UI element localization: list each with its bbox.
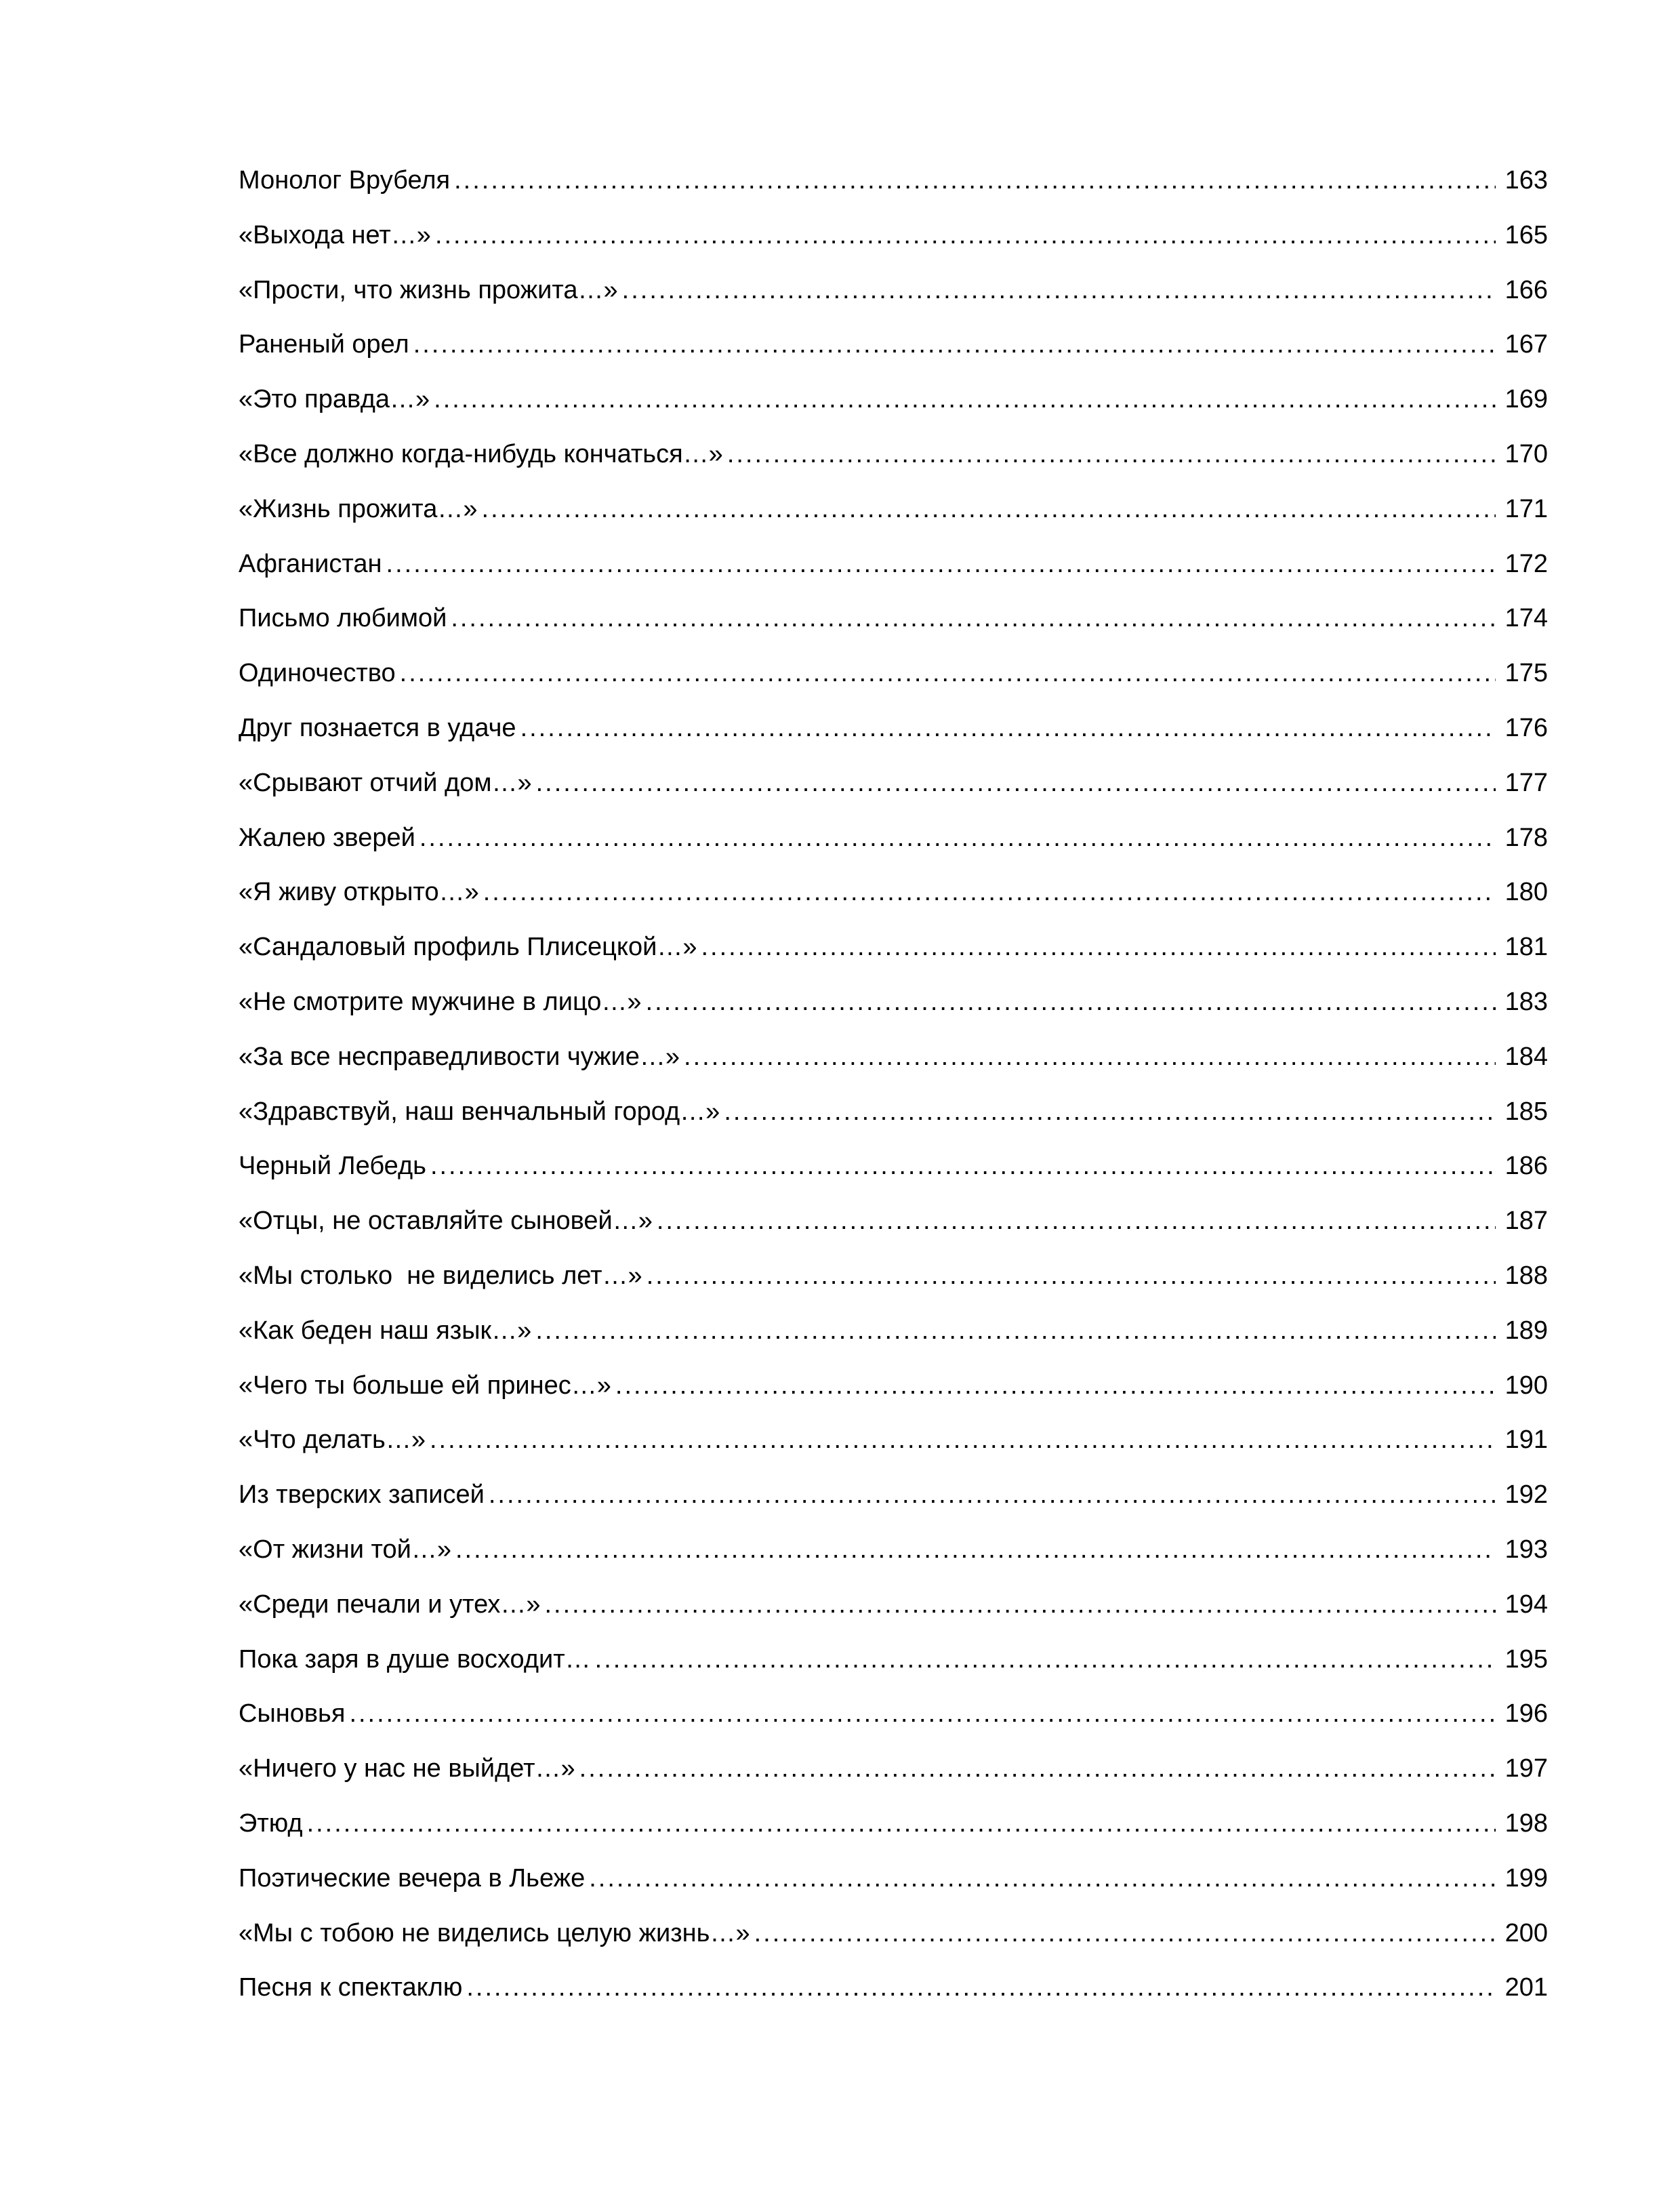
toc-dot-leader — [536, 756, 1496, 811]
toc-dot-leader — [754, 1906, 1496, 1961]
toc-entry — [239, 1030, 1548, 1085]
toc-entry-title: Друг познается в удаче — [239, 713, 516, 742]
toc-dot-leader — [483, 865, 1496, 920]
toc-entry — [239, 482, 1548, 537]
toc-dot-leader — [595, 1632, 1496, 1687]
toc-entry-title: «Прости, что жизнь прожита…» — [239, 275, 618, 304]
toc-dot-leader — [520, 701, 1496, 756]
toc-entry-title: Этюд — [239, 1808, 303, 1838]
toc-dot-leader — [466, 1960, 1495, 2015]
toc-entry-title: «Это правда…» — [239, 385, 430, 414]
toc-entry — [239, 1085, 1548, 1139]
toc-entry — [239, 1522, 1548, 1577]
toc-entry — [239, 1686, 1548, 1741]
toc-entry-title: Монолог Врубеля — [239, 166, 451, 195]
toc-entry-page: 172 — [1504, 549, 1548, 578]
toc-dot-leader — [684, 1030, 1496, 1085]
toc-entry-page: 186 — [1504, 1152, 1548, 1181]
toc-dot-leader — [400, 646, 1496, 701]
toc-entry-page: 188 — [1504, 1261, 1548, 1290]
toc-entry-page: 192 — [1504, 1480, 1548, 1510]
toc-entry-title: Поэтические вечера в Льеже — [239, 1863, 586, 1893]
toc-entry-page: 197 — [1504, 1754, 1548, 1783]
toc-entry-page: 177 — [1504, 768, 1548, 797]
toc-dot-leader — [489, 1468, 1496, 1522]
toc-entry — [239, 811, 1548, 866]
toc-entry-title: «Чего ты больше ей принес…» — [239, 1371, 611, 1400]
toc-entry-page: 169 — [1504, 385, 1548, 414]
toc-entry-title: «Ничего у нас не выйдет…» — [239, 1754, 575, 1783]
toc-entry — [239, 1358, 1548, 1413]
toc-entry-title: Песня к спектаклю — [239, 1973, 463, 2002]
toc-entry — [239, 537, 1548, 592]
toc-entry-page: 170 — [1504, 439, 1548, 468]
toc-entry — [239, 317, 1548, 372]
toc-entry-title: «От жизни той…» — [239, 1535, 451, 1564]
toc-entry-title: «Здравствуй, наш венчальный город…» — [239, 1097, 720, 1126]
toc-entry-page: 196 — [1504, 1699, 1548, 1729]
toc-dot-leader — [454, 153, 1496, 208]
toc-entry — [239, 1577, 1548, 1632]
toc-entry-page: 201 — [1504, 1973, 1548, 2002]
toc-entry — [239, 1632, 1548, 1687]
toc-dot-leader — [419, 811, 1496, 866]
toc-entry-page: 194 — [1504, 1590, 1548, 1619]
toc-entry — [239, 1303, 1548, 1358]
toc-dot-leader — [455, 1522, 1496, 1577]
toc-entry-page: 185 — [1504, 1097, 1548, 1126]
toc-entry — [239, 1796, 1548, 1851]
toc-entry — [239, 591, 1548, 646]
toc-entry-page: 198 — [1504, 1808, 1548, 1838]
toc-entry-title: «Не смотрите мужчине в лицо…» — [239, 987, 642, 1016]
toc-dot-leader — [615, 1358, 1496, 1413]
toc-entry-page: 200 — [1504, 1918, 1548, 1947]
toc-entry-page: 176 — [1504, 713, 1548, 742]
toc-dot-leader — [646, 975, 1496, 1030]
toc-entry — [239, 1413, 1548, 1468]
toc-entry-title: Сыновья — [239, 1699, 346, 1729]
toc-entry-page: 193 — [1504, 1535, 1548, 1564]
toc-entry-title: Из тверских записей — [239, 1480, 485, 1510]
toc-entry-title: Жалею зверей — [239, 823, 415, 852]
toc-entry-title: «Что делать…» — [239, 1426, 426, 1455]
toc-entry — [239, 372, 1548, 427]
toc-entry — [239, 1851, 1548, 1906]
toc-entry-page: 191 — [1504, 1426, 1548, 1455]
toc-entry-title: «Срывают отчий дом…» — [239, 768, 532, 797]
toc-dot-leader — [413, 317, 1496, 372]
toc-entry — [239, 975, 1548, 1030]
toc-entry — [239, 1249, 1548, 1303]
toc-dot-leader — [435, 208, 1496, 263]
toc-entry-title: «Мы столько не виделись лет…» — [239, 1261, 642, 1290]
toc-entry-page: 195 — [1504, 1644, 1548, 1674]
toc-entry-title: Письмо любимой — [239, 604, 447, 633]
toc-entry-page: 171 — [1504, 494, 1548, 523]
toc-dot-leader — [451, 591, 1495, 646]
toc-entry-page: 167 — [1504, 330, 1548, 359]
toc-entry-title: «Все должно когда-нибудь кончаться…» — [239, 439, 723, 468]
toc-dot-leader — [727, 427, 1496, 482]
toc-entry-title: «Мы с тобою не виделись целую жизнь…» — [239, 1918, 750, 1947]
toc-entry-title: «За все несправедливости чужие…» — [239, 1042, 680, 1071]
toc-dot-leader — [307, 1796, 1496, 1851]
toc-entry-title: «Как беден наш язык…» — [239, 1316, 532, 1345]
toc-entry-page: 180 — [1504, 878, 1548, 907]
toc-entry — [239, 1194, 1548, 1249]
toc-entry-title: Афганистан — [239, 549, 382, 578]
toc-dot-leader — [622, 263, 1496, 318]
toc-entry — [239, 865, 1548, 920]
toc-entry — [239, 1906, 1548, 1961]
toc-dot-leader — [701, 920, 1495, 975]
toc-entry — [239, 1468, 1548, 1522]
toc-dot-leader — [724, 1085, 1495, 1139]
toc-dot-leader — [545, 1577, 1496, 1632]
toc-entry-title: Одиночество — [239, 659, 396, 688]
toc-entry-page: 175 — [1504, 659, 1548, 688]
toc-entry — [239, 756, 1548, 811]
toc-entry — [239, 1960, 1548, 2015]
toc-entry — [239, 920, 1548, 975]
toc-entry-title: «Жизнь прожита…» — [239, 494, 478, 523]
toc-entry — [239, 701, 1548, 756]
toc-dot-leader — [482, 482, 1496, 537]
toc-entry-title: Черный Лебедь — [239, 1152, 426, 1181]
toc-entry-page: 183 — [1504, 987, 1548, 1016]
table-of-contents — [239, 153, 1548, 2015]
toc-entry-title: «Я живу открыто…» — [239, 878, 479, 907]
toc-dot-leader — [434, 372, 1495, 427]
toc-entry-page: 184 — [1504, 1042, 1548, 1071]
toc-entry-page: 181 — [1504, 933, 1548, 962]
toc-entry-title: «Сандаловый профиль Плисецкой…» — [239, 933, 697, 962]
toc-entry-title: «Выхода нет…» — [239, 220, 431, 249]
toc-entry — [239, 263, 1548, 318]
toc-entry-title: Пока заря в душе восходит… — [239, 1644, 591, 1674]
toc-entry-title: «Отцы, не оставляйте сыновей…» — [239, 1207, 653, 1236]
toc-dot-leader — [349, 1686, 1495, 1741]
toc-entry — [239, 1741, 1548, 1796]
toc-entry — [239, 153, 1548, 208]
toc-dot-leader — [430, 1413, 1496, 1468]
toc-entry-title: Раненый орел — [239, 330, 409, 359]
toc-entry-page: 165 — [1504, 220, 1548, 249]
toc-dot-leader — [430, 1139, 1496, 1194]
toc-entry-page: 187 — [1504, 1207, 1548, 1236]
toc-dot-leader — [386, 537, 1496, 592]
toc-entry — [239, 208, 1548, 263]
toc-entry-page: 163 — [1504, 166, 1548, 195]
toc-entry — [239, 427, 1548, 482]
toc-dot-leader — [579, 1741, 1496, 1796]
toc-dot-leader — [589, 1851, 1495, 1906]
toc-entry-page: 178 — [1504, 823, 1548, 852]
toc-entry-page: 189 — [1504, 1316, 1548, 1345]
toc-entry-page: 174 — [1504, 604, 1548, 633]
toc-entry-page: 190 — [1504, 1371, 1548, 1400]
toc-entry — [239, 1139, 1548, 1194]
toc-entry-title: «Среди печали и утех…» — [239, 1590, 541, 1619]
toc-entry-page: 199 — [1504, 1863, 1548, 1893]
toc-dot-leader — [657, 1194, 1496, 1249]
toc-entry-page: 166 — [1504, 275, 1548, 304]
toc-dot-leader — [535, 1303, 1495, 1358]
toc-entry — [239, 646, 1548, 701]
toc-dot-leader — [647, 1249, 1496, 1303]
